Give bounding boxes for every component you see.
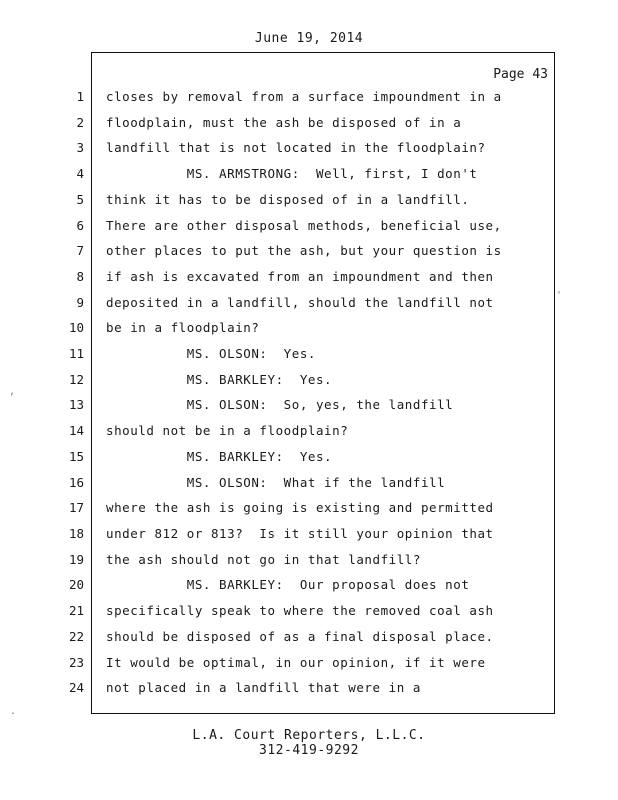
line-number: 14 [68, 423, 84, 438]
line-text: It would be optimal, in our opinion, if it were [106, 655, 486, 670]
line-number: 3 [76, 140, 84, 155]
line-number: 15 [68, 449, 84, 464]
transcript-line [0, 603, 560, 629]
line-text: MS. BARKLEY: Yes. [106, 372, 333, 387]
line-number: 16 [68, 475, 84, 490]
line-text: if ash is excavated from an impoundment and then [106, 269, 494, 284]
header-date: June 19, 2014 [254, 31, 364, 46]
line-text: landfill that is not located in the floodplain? [106, 140, 486, 155]
line-number: 6 [76, 218, 84, 233]
transcript-line [0, 140, 560, 166]
line-number: 24 [68, 680, 84, 695]
line-number: 21 [68, 603, 84, 618]
line-text: specifically speak to where the removed coal ash [106, 603, 494, 618]
line-number: 2 [76, 115, 84, 130]
transcript-line [0, 89, 560, 115]
line-text: MS. OLSON: So, yes, the landfill [106, 397, 454, 412]
line-text: should be disposed of as a final disposal place. [106, 629, 494, 644]
line-text: should not be in a floodplain? [106, 423, 349, 438]
line-text: under 812 or 813? Is it still your opinion that [106, 526, 494, 541]
line-text: where the ash is going is existing and permitted [106, 500, 494, 515]
transcript-line [0, 449, 560, 475]
transcript-line [0, 346, 560, 372]
transcript-line [0, 423, 560, 449]
transcript-line [0, 526, 560, 552]
line-number: 22 [68, 629, 84, 644]
line-text: other places to put the ash, but your question is [106, 243, 502, 258]
line-number: 11 [68, 346, 84, 361]
line-number: 7 [76, 243, 84, 258]
line-text: floodplain, must the ash be disposed of in a [106, 115, 462, 130]
transcript-line [0, 475, 560, 501]
line-number: 18 [68, 526, 84, 541]
line-text: think it has to be disposed of in a landfill. [106, 192, 470, 207]
transcript-line [0, 577, 560, 603]
scan-speck: ' [556, 290, 563, 301]
transcript-line [0, 192, 560, 218]
line-text: be in a floodplain? [106, 320, 260, 335]
footer-company: L.A. Court Reporters, L.L.C. [192, 728, 426, 743]
line-number: 20 [68, 577, 84, 592]
transcript-line [0, 500, 560, 526]
line-text: the ash should not go in that landfill? [106, 552, 421, 567]
transcript-line [0, 115, 560, 141]
line-text: deposited in a landfill, should the landfill not [106, 295, 494, 310]
line-number: 1 [76, 89, 84, 104]
transcript-line [0, 269, 560, 295]
line-number: 9 [76, 295, 84, 310]
line-number: 17 [68, 500, 84, 515]
line-number: 19 [68, 552, 84, 567]
line-text: There are other disposal methods, beneficial use, [106, 218, 502, 233]
line-number: 5 [76, 192, 84, 207]
line-text: MS. OLSON: Yes. [106, 346, 316, 361]
line-number: 23 [68, 655, 84, 670]
line-number: 13 [68, 397, 84, 412]
line-text: MS. ARMSTRONG: Well, first, I don't [106, 166, 478, 181]
line-text: MS. BARKLEY: Yes. [106, 449, 333, 464]
line-text: MS. BARKLEY: Our proposal does not [106, 577, 470, 592]
footer-phone: 312-419-9292 [259, 743, 359, 758]
line-text: closes by removal from a surface impoundment in a [106, 89, 502, 104]
transcript-line [0, 295, 560, 321]
line-number: 10 [68, 320, 84, 335]
scan-speck: . [10, 706, 17, 717]
page-number: Page 43 [493, 67, 548, 82]
transcript-line [0, 320, 560, 346]
line-number: 8 [76, 269, 84, 284]
scan-speck: , [9, 386, 16, 397]
transcript-line [0, 372, 560, 398]
transcript-line [0, 218, 560, 244]
transcript-line [0, 629, 560, 655]
transcript-line [0, 166, 560, 192]
transcript-line [0, 552, 560, 578]
transcript-line [0, 243, 560, 269]
line-text: MS. OLSON: What if the landfill [106, 475, 446, 490]
transcript-line [0, 397, 560, 423]
transcript-line [0, 680, 560, 706]
line-text: not placed in a landfill that were in a [106, 680, 421, 695]
transcript-line [0, 655, 560, 681]
line-number: 12 [68, 372, 84, 387]
line-number: 4 [76, 166, 84, 181]
